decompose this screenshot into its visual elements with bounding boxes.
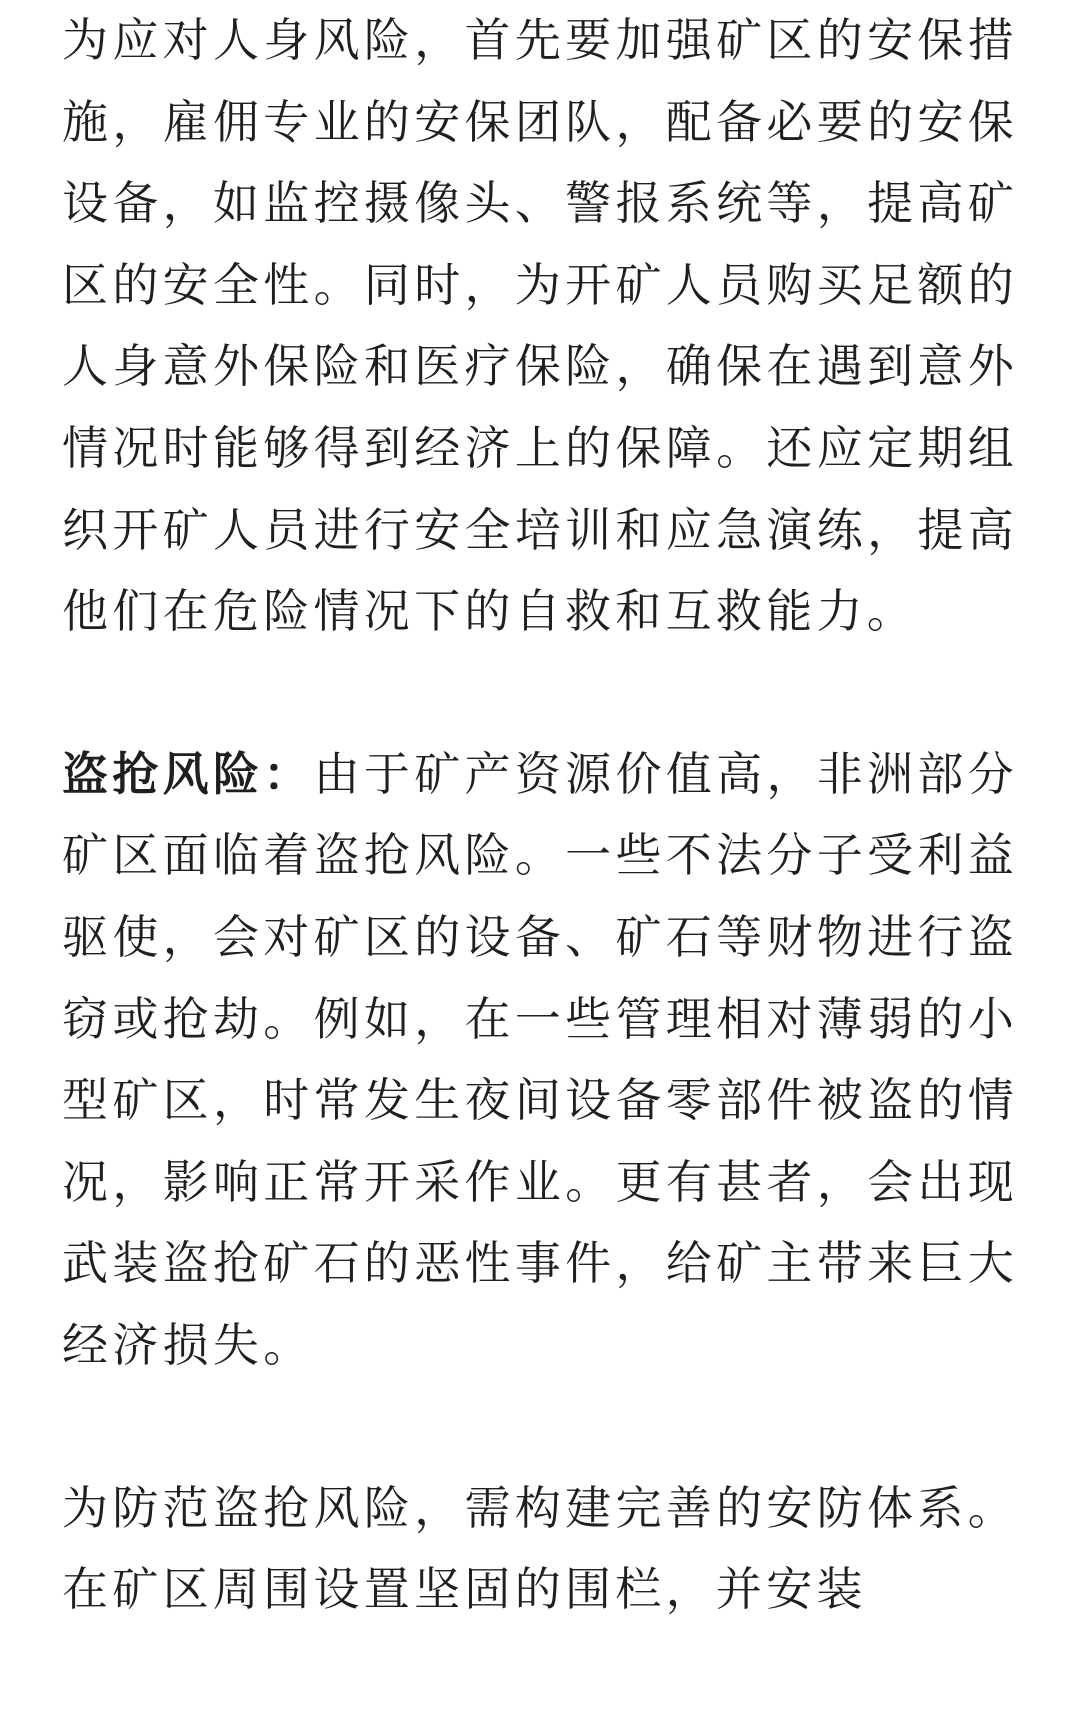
paragraph-personal-risk-measures [62, 0, 1018, 653]
paragraph-text: 为应对人身风险，首先要加强矿区的安保措施，雇佣专业的安保团队，配备必要的安保设备，如监控摄像头、警报系统等，提高矿区的安全性。同时，为开矿人员购买足额的人身意外保险和医疗保险，确保在遇到意外情况时能够得到经济上的保障。还应定期组织开矿人员进行安全培训和应急演练，提高他们在危险情况下的自救和互救能力。 [62, 13, 1018, 639]
paragraph-theft-prevention [62, 1468, 1018, 1631]
paragraph-lead-heading: 盗抢风险： [62, 746, 314, 801]
paragraph-theft-risk [62, 734, 1018, 1387]
paragraph-text: 由于矿产资源价值高，非洲部分矿区面临着盗抢风险。一些不法分子受利益驱使，会对矿区的设备、矿石等财物进行盗窃或抢劫。例如，在一些管理相对薄弱的小型矿区，时常发生夜间设备零部件被盗的情况，影响正常开采作业。更有甚者，会出现武装盗抢矿石的恶性事件，给矿主带来巨大经济损失。 [62, 746, 1019, 1372]
article-body [62, 0, 1018, 1631]
paragraph-text: 为防范盗抢风险，需构建完善的安防体系。在矿区周围设置坚固的围栏，并安装 [62, 1480, 1018, 1617]
